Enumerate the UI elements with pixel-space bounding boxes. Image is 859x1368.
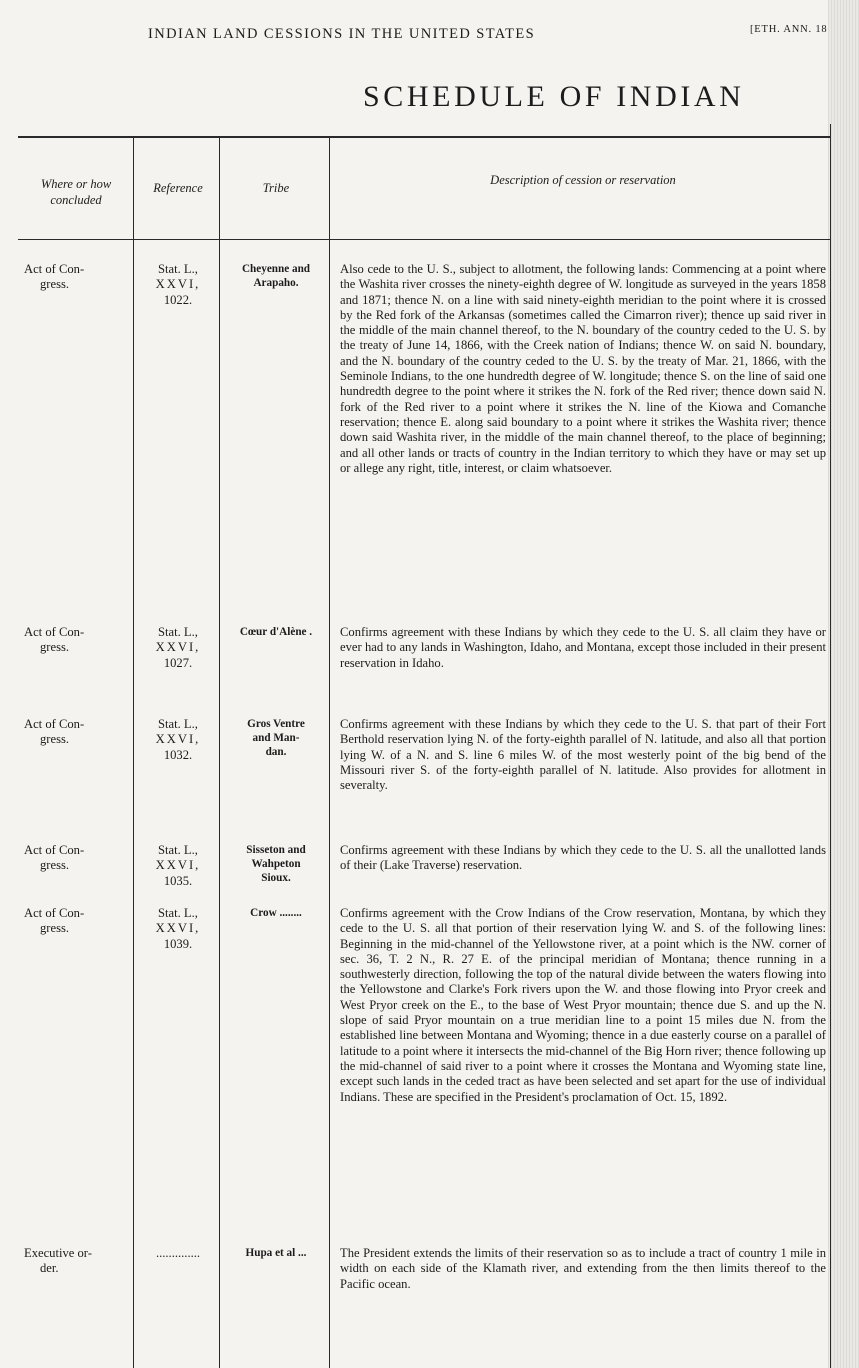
cell-text: Stat. L., <box>158 262 198 276</box>
cell-text: dan. <box>265 746 287 758</box>
cell-text: gress. <box>40 858 70 873</box>
cell-text: 1032. <box>163 747 193 762</box>
cell-text: Sioux. <box>261 872 291 884</box>
cell-text: Crow ........ <box>250 907 302 919</box>
cell-text: XXVI, <box>155 732 201 747</box>
cell-text: Cœur d'Alène . <box>239 626 313 638</box>
cell-text: XXVI, <box>155 277 201 292</box>
cell-how <box>24 906 124 937</box>
cell-description: The President extends the limits of their reservation so as to include a tract of country 1 mile in width on each side of the Klamath river, and extending from the then limits thereof to the Pacific ocean. <box>340 1246 826 1291</box>
column-header-reference: Reference <box>153 181 203 195</box>
cell-text: Gros Ventre <box>247 718 305 730</box>
table-right-rule <box>830 124 831 1368</box>
cell-text: gress. <box>40 277 70 292</box>
cell-text: Executive or- <box>24 1246 92 1260</box>
cell-text: XXVI, <box>155 921 201 936</box>
cell-reference <box>138 843 218 889</box>
table-header-rule <box>18 239 830 240</box>
cell-text: Act of Con- <box>24 625 85 639</box>
cell-reference <box>138 717 218 763</box>
cell-text: der. <box>40 1261 59 1276</box>
cell-tribe <box>224 625 328 639</box>
column-rule <box>133 138 134 1368</box>
cell-text: Stat. L., <box>158 843 198 857</box>
cell-text: Act of Con- <box>24 843 85 857</box>
cell-text: 1039. <box>163 936 193 951</box>
cell-description: Also cede to the U. S., subject to allotment, the following lands: Commencing at a point where the Washita river crosses the ninety-eighth degree of W. longitude as surveyed in the years 1858 and 1871; thence N. on a line with said ninety-eighth meridian to the point where it is crossed by the Red fork of the Arkansas (sometimes called the Cimarron river); thence up said river in the middle of the main channel thereof, to the N. boundary of the country ceded to the U. S. by the treaty of June 14, 1866, with the Creek nation of Indians; thence W. on said N. boundary, and the N. boundary of the country ceded to the U. S. by the treaty of Mar. 21, 1866, with the Seminole Indians, to the one hundredth degree of W. longitude; thence S. on the line of said one hundredth degree to the point where it strikes the N. fork of the Red river; thence down said N. fork of the Red river to a point where it strikes the N. line of the Kiowa and Comanche reservation; thence E. along said boundary to a point where it strikes the Washita river; thence down said Washita river, in the middle of the main channel thereof, to the place of beginning; and all other lands or tracts of country in the Indian territory to which they have or may set up or allege any right, title, interest, or claim whatsoever. <box>340 262 826 475</box>
cell-text: Act of Con- <box>24 717 85 731</box>
column-header-how: Where or how concluded <box>40 177 112 207</box>
column-header-tribe: Tribe <box>262 181 290 195</box>
cell-text: Cheyenne and <box>241 263 311 275</box>
cell-tribe <box>224 906 328 920</box>
column-rule <box>219 138 220 1368</box>
table-top-rule <box>18 136 830 138</box>
cell-tribe <box>224 1246 328 1260</box>
annual-reference: [ETH. ANN. 18 <box>750 24 828 35</box>
running-head: INDIAN LAND CESSIONS IN THE UNITED STATES <box>148 26 536 42</box>
cell-text: Hupa et al ... <box>245 1247 307 1259</box>
cell-tribe <box>224 262 328 290</box>
scan-edge-shading <box>828 0 859 1368</box>
cell-text: XXVI, <box>155 858 201 873</box>
cell-description: Confirms agreement with the Crow Indians of the Crow reservation, Montana, by which they cede to the U. S. all that portion of their reservation lying W. and S. of the following lines: Beginning in the mid-channel of the Yellowstone river, at a point which is the NW. corner of sec. 36, T. 2 N., R. 27 E. of the principal meridian of Montana; thence running in a southwesterly direction, following the top of the natural divide between the waters flowing into the Yellowstone and Clarke's Fork rivers upon the W. and those flowing into Pryor creek and West Pryor creek on the E., to the base of West Pryor mountain; thence due S. and up the N. slope of said Pryor mountain on a true meridian line to a point 15 miles due N. from the established line between Montana and Wyoming; thence in a due easterly course on a parallel of latitude to a point where it intersects the mid-channel of the Big Horn river; thence following up the mid-channel of said river to a point where it crosses the Montana and Wyoming state line, except such lands in the ceded tract as have been selected and set apart for the use of individual Indians. These are specified in the President's proclamation of Oct. 15, 1892. <box>340 906 826 1104</box>
cell-text: 1035. <box>163 873 193 888</box>
cell-how <box>24 1246 124 1277</box>
cell-text: Wahpeton <box>251 858 301 870</box>
column-header-description: Description of cession or reservation <box>490 173 676 187</box>
cell-text: XXVI, <box>155 640 201 655</box>
cell-text: gress. <box>40 732 70 747</box>
cell-description: Confirms agreement with these Indians by which they cede to the U. S. that part of their Fort Berthold reservation lying N. of the forty-eighth parallel of N. latitude, and also all that portion lying W. of a N. and S. line 6 miles W. of the most westerly point of the big bend of the Missouri river S. of the forty-eighth parallel of N. latitude. Also provides for allotment in severalty. <box>340 717 826 793</box>
cell-reference <box>138 1246 218 1261</box>
cell-reference <box>138 262 218 308</box>
cell-tribe <box>224 843 328 885</box>
cell-how <box>24 717 124 748</box>
cell-text: Arapaho. <box>253 277 299 289</box>
cell-text: 1022. <box>163 292 193 307</box>
cell-text: Sisseton and <box>246 844 306 856</box>
cell-text: gress. <box>40 921 70 936</box>
cell-text: 1027. <box>163 655 193 670</box>
cell-text: Act of Con- <box>24 906 85 920</box>
column-rule <box>329 138 330 1368</box>
cell-how <box>24 843 124 874</box>
cell-how <box>24 625 124 656</box>
cell-how <box>24 262 124 293</box>
cell-text: Stat. L., <box>158 906 198 920</box>
cell-reference <box>138 625 218 671</box>
cell-reference <box>138 906 218 952</box>
schedule-title: SCHEDULE OF INDIAN <box>363 80 745 113</box>
cell-text: Stat. L., <box>158 625 198 639</box>
cell-description: Confirms agreement with these Indians by which they cede to the U. S. all the unallotted lands of their (Lake Traverse) reservation. <box>340 843 826 873</box>
cell-text: and Man- <box>252 732 300 744</box>
cell-text: Stat. L., <box>158 717 198 731</box>
cell-text: gress. <box>40 640 70 655</box>
cell-text: Act of Con- <box>24 262 85 276</box>
cell-text: .............. <box>155 1246 201 1260</box>
cell-tribe <box>224 717 328 759</box>
cell-description: Confirms agreement with these Indians by which they cede to the U. S. all claim they have or ever had to any lands in Washington, Idaho, and Montana, except those included in their present reservation in Idaho. <box>340 625 826 670</box>
